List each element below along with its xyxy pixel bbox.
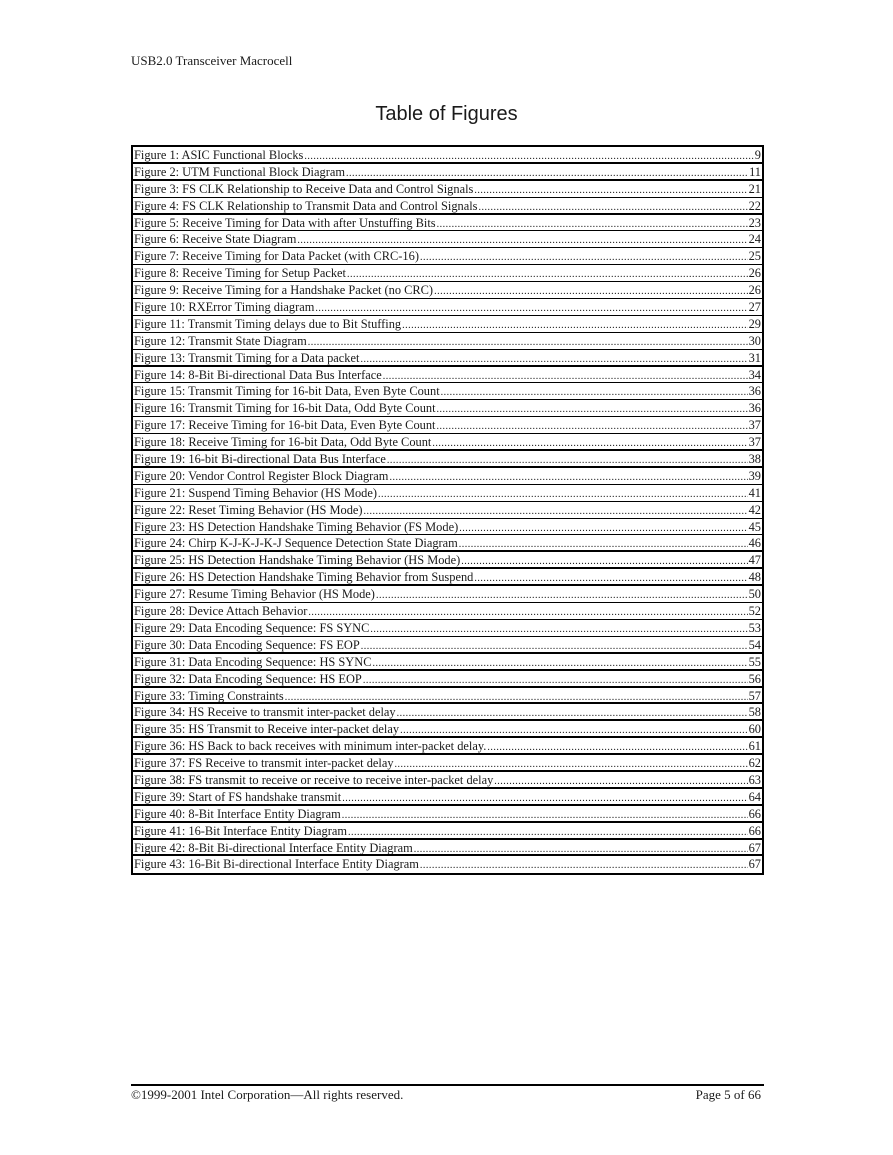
figure-title: Figure 19: 16-bit Bi-directional Data Bus Interface (134, 452, 386, 467)
figure-page-number: 46 (748, 536, 761, 551)
dot-leader (342, 791, 747, 806)
figure-page-number: 30 (748, 333, 761, 348)
figure-page-number: 26 (748, 283, 761, 298)
figure-entry[interactable] (133, 654, 762, 671)
figure-page-number: 54 (748, 637, 761, 652)
figure-entry[interactable] (133, 637, 762, 654)
figure-entry[interactable] (133, 502, 762, 519)
dot-leader (441, 385, 748, 400)
figure-title: Figure 16: Transmit Timing for 16-bit Data, Odd Byte Count (134, 401, 436, 416)
figure-page-number: 67 (748, 857, 761, 872)
dot-leader (363, 673, 748, 688)
figure-page-number: 61 (748, 739, 761, 754)
figure-entry[interactable] (133, 248, 762, 265)
dot-leader (461, 554, 747, 569)
figure-title: Figure 18: Receive Timing for 16-bit Data, Odd Byte Count (134, 435, 432, 450)
dot-leader (389, 470, 747, 485)
figure-entry[interactable] (133, 215, 762, 232)
figure-page-number: 47 (748, 553, 761, 568)
figure-page-number: 26 (748, 266, 761, 281)
figure-entry[interactable] (133, 468, 762, 485)
figure-title: Figure 31: Data Encoding Sequence: HS SYNC (134, 654, 372, 669)
dot-leader (494, 774, 747, 789)
figure-page-number: 41 (748, 485, 761, 500)
dot-leader (360, 352, 747, 367)
dot-leader (297, 233, 747, 248)
figure-entry[interactable] (133, 181, 762, 198)
figure-title: Figure 41: 16-Bit Interface Entity Diagram (134, 823, 347, 838)
figure-title: Figure 27: Resume Timing Behavior (HS Mode) (134, 587, 375, 602)
figure-entry[interactable] (133, 519, 762, 536)
dot-leader (383, 369, 748, 384)
footer-copyright: ©1999-2001 Intel Corporation—All rights reserved. (131, 1087, 404, 1102)
running-header: USB2.0 Transceiver Macrocell (131, 53, 293, 68)
dot-leader (370, 622, 747, 637)
dot-leader (308, 335, 748, 350)
figure-title: Figure 17: Receive Timing for 16-bit Data, Even Byte Count (134, 418, 436, 433)
figure-page-number: 24 (748, 232, 761, 247)
figure-page-number: 37 (748, 435, 761, 450)
figure-title: Figure 3: FS CLK Relationship to Receive Data and Control Signals (134, 181, 474, 196)
figure-title: Figure 24: Chirp K-J-K-J-K-J Sequence Detection State Diagram (134, 536, 458, 551)
figure-title: Figure 8: Receive Timing for Setup Packet (134, 266, 346, 281)
dot-leader (474, 183, 747, 198)
figure-entry[interactable] (133, 755, 762, 772)
figure-title: Figure 13: Transmit Timing for a Data packet (134, 350, 360, 365)
dot-leader (420, 250, 748, 265)
dot-leader (285, 690, 748, 705)
figure-page-number: 67 (748, 840, 761, 855)
dot-leader (434, 284, 748, 299)
figure-entry[interactable] (133, 434, 762, 451)
figure-entry[interactable] (133, 603, 762, 620)
figure-page-number: 11 (749, 164, 761, 179)
figure-title: Figure 29: Data Encoding Sequence: FS SYNC (134, 620, 370, 635)
figure-entry[interactable] (133, 164, 762, 181)
figure-page-number: 31 (748, 350, 761, 365)
figure-title: Figure 39: Start of FS handshake transmit (134, 789, 342, 804)
figure-title: Figure 43: 16-Bit Bi-directional Interface Entity Diagram (134, 857, 419, 872)
figure-title: Figure 40: 8-Bit Interface Entity Diagram (134, 806, 341, 821)
dot-leader (308, 605, 747, 620)
figure-page-number: 64 (748, 789, 761, 804)
figure-page-number: 53 (748, 620, 761, 635)
figure-page-number: 36 (748, 384, 761, 399)
figure-entry[interactable] (133, 688, 762, 705)
figure-title: Figure 5: Receive Timing for Data with after Unstuffing Bits (134, 215, 436, 230)
figure-page-number: 48 (748, 570, 761, 585)
figure-title: Figure 33: Timing Constraints (134, 688, 284, 703)
page-title: Table of Figures (375, 103, 518, 125)
figure-title: Figure 32: Data Encoding Sequence: HS EOP (134, 671, 362, 686)
dot-leader (420, 858, 748, 873)
dot-leader (395, 757, 748, 772)
figure-title: Figure 14: 8-Bit Bi-directional Data Bus Interface (134, 367, 382, 382)
figure-title: Figure 36: HS Back to back receives with minimum inter-packet delay. (134, 739, 487, 754)
footer-divider (131, 1084, 764, 1086)
figure-entry[interactable] (133, 147, 762, 164)
figure-entry[interactable] (133, 586, 762, 603)
figure-title: Figure 25: HS Detection Handshake Timing Behavior (HS Mode) (134, 553, 461, 568)
figure-entry[interactable] (133, 840, 762, 857)
figure-entry[interactable] (133, 282, 762, 299)
figure-title: Figure 1: ASIC Functional Blocks (134, 148, 304, 162)
dot-leader (346, 166, 748, 181)
figure-title: Figure 7: Receive Timing for Data Packet (with CRC-16) (134, 249, 419, 264)
figure-page-number: 42 (748, 502, 761, 517)
dot-leader (348, 825, 748, 840)
dot-leader (459, 521, 747, 536)
dot-leader (400, 723, 748, 738)
figure-page-number: 63 (748, 772, 761, 787)
figure-entry[interactable] (133, 383, 762, 400)
figure-page-number: 45 (748, 519, 761, 534)
figure-entry[interactable] (133, 417, 762, 434)
dot-leader (474, 571, 747, 586)
footer-page-number: Page 5 of 66 (695, 1087, 761, 1102)
dot-leader (459, 537, 748, 552)
figure-entry[interactable] (133, 789, 762, 806)
figure-entry[interactable] (133, 333, 762, 350)
figure-title: Figure 23: HS Detection Handshake Timing Behavior (FS Mode) (134, 519, 459, 534)
figure-page-number: 21 (748, 181, 761, 196)
dot-leader (347, 267, 748, 282)
figure-title: Figure 38: FS transmit to receive or receive to receive inter-packet delay (134, 772, 494, 787)
figure-entry[interactable] (133, 823, 762, 840)
figure-title: Figure 35: HS Transmit to Receive inter-packet delay (134, 722, 400, 737)
figure-page-number: 27 (748, 300, 761, 315)
figure-title: Figure 4: FS CLK Relationship to Transmit Data and Control Signals (134, 198, 478, 213)
figure-title: Figure 26: HS Detection Handshake Timing Behavior from Suspend (134, 570, 474, 585)
figure-page-number: 55 (748, 654, 761, 669)
figure-entry[interactable] (133, 552, 762, 569)
dot-leader (437, 402, 748, 417)
dot-leader (342, 808, 748, 823)
figure-entry[interactable] (133, 620, 762, 637)
figure-entry[interactable] (133, 569, 762, 586)
figure-page-number: 52 (748, 604, 761, 619)
figure-page-number: 25 (748, 249, 761, 264)
figure-entry[interactable] (133, 738, 762, 755)
dot-leader (387, 453, 748, 468)
figure-page-number: 60 (748, 722, 761, 737)
figure-title: Figure 6: Receive State Diagram (134, 232, 297, 247)
figure-entry[interactable] (133, 535, 762, 552)
dot-leader (361, 639, 748, 654)
figure-page-number: 38 (748, 452, 761, 467)
figure-title: Figure 12: Transmit State Diagram (134, 333, 307, 348)
dot-leader (479, 200, 748, 215)
figure-entry[interactable] (133, 856, 762, 873)
dot-leader (414, 842, 748, 857)
dot-leader (376, 588, 748, 603)
figure-title: Figure 28: Device Attach Behavior (134, 604, 308, 619)
dot-leader (487, 740, 747, 755)
figure-title: Figure 34: HS Receive to transmit inter-packet delay (134, 705, 396, 720)
figure-title: Figure 21: Suspend Timing Behavior (HS Mode) (134, 485, 378, 500)
figure-page-number: 23 (748, 215, 761, 230)
figure-page-number: 66 (748, 823, 761, 838)
figure-entry[interactable] (133, 806, 762, 823)
figure-title: Figure 42: 8-Bit Bi-directional Interface Entity Diagram (134, 840, 413, 855)
figure-title: Figure 15: Transmit Timing for 16-bit Data, Even Byte Count (134, 384, 440, 399)
figure-title: Figure 9: Receive Timing for a Handshake Packet (no CRC) (134, 283, 434, 298)
figure-entry[interactable] (133, 367, 762, 384)
figure-entry[interactable] (133, 485, 762, 502)
figure-entry[interactable] (133, 299, 762, 316)
figure-entry[interactable] (133, 400, 762, 417)
figure-title: Figure 2: UTM Functional Block Diagram (134, 164, 345, 179)
dot-leader (378, 487, 748, 502)
figure-page-number: 36 (748, 401, 761, 416)
figure-entry[interactable] (133, 721, 762, 738)
figure-page-number: 56 (748, 671, 761, 686)
figure-entry[interactable] (133, 704, 762, 721)
dot-leader (372, 656, 747, 671)
figure-entry[interactable] (133, 316, 762, 333)
figure-page-number: 58 (748, 705, 761, 720)
figure-page-number: 62 (748, 756, 761, 771)
figure-entry[interactable] (133, 671, 762, 688)
figure-page-number: 50 (748, 587, 761, 602)
figure-title: Figure 11: Transmit Timing delays due to Bit Stuffing (134, 316, 402, 331)
figure-page-number: 39 (748, 468, 761, 483)
figure-entry[interactable] (133, 231, 762, 248)
figure-title: Figure 22: Reset Timing Behavior (HS Mode) (134, 502, 363, 517)
dot-leader (437, 217, 748, 232)
figure-page-number: 57 (748, 688, 761, 703)
figure-entry[interactable] (133, 265, 762, 282)
figure-title: Figure 30: Data Encoding Sequence: FS EOP (134, 637, 360, 652)
figure-title: Figure 20: Vendor Control Register Block Diagram (134, 468, 389, 483)
dot-leader (304, 149, 753, 164)
figure-entry[interactable] (133, 198, 762, 215)
figure-title: Figure 37: FS Receive to transmit inter-packet delay (134, 756, 394, 771)
dot-leader (402, 318, 747, 333)
figure-page-number: 34 (748, 367, 761, 382)
dot-leader (432, 436, 747, 451)
figure-page-number: 22 (748, 198, 761, 213)
figure-page-number: 66 (748, 806, 761, 821)
table-of-figures (131, 145, 764, 875)
figure-entry[interactable] (133, 451, 762, 468)
figure-entry[interactable] (133, 772, 762, 789)
dot-leader (436, 419, 747, 434)
figure-page-number: 9 (754, 148, 761, 162)
figure-page-number: 29 (748, 316, 761, 331)
figure-title: Figure 10: RXError Timing diagram (134, 300, 315, 315)
figure-page-number: 37 (748, 418, 761, 433)
dot-leader (315, 301, 747, 316)
dot-leader (364, 504, 748, 519)
dot-leader (397, 706, 748, 721)
figure-entry[interactable] (133, 350, 762, 367)
